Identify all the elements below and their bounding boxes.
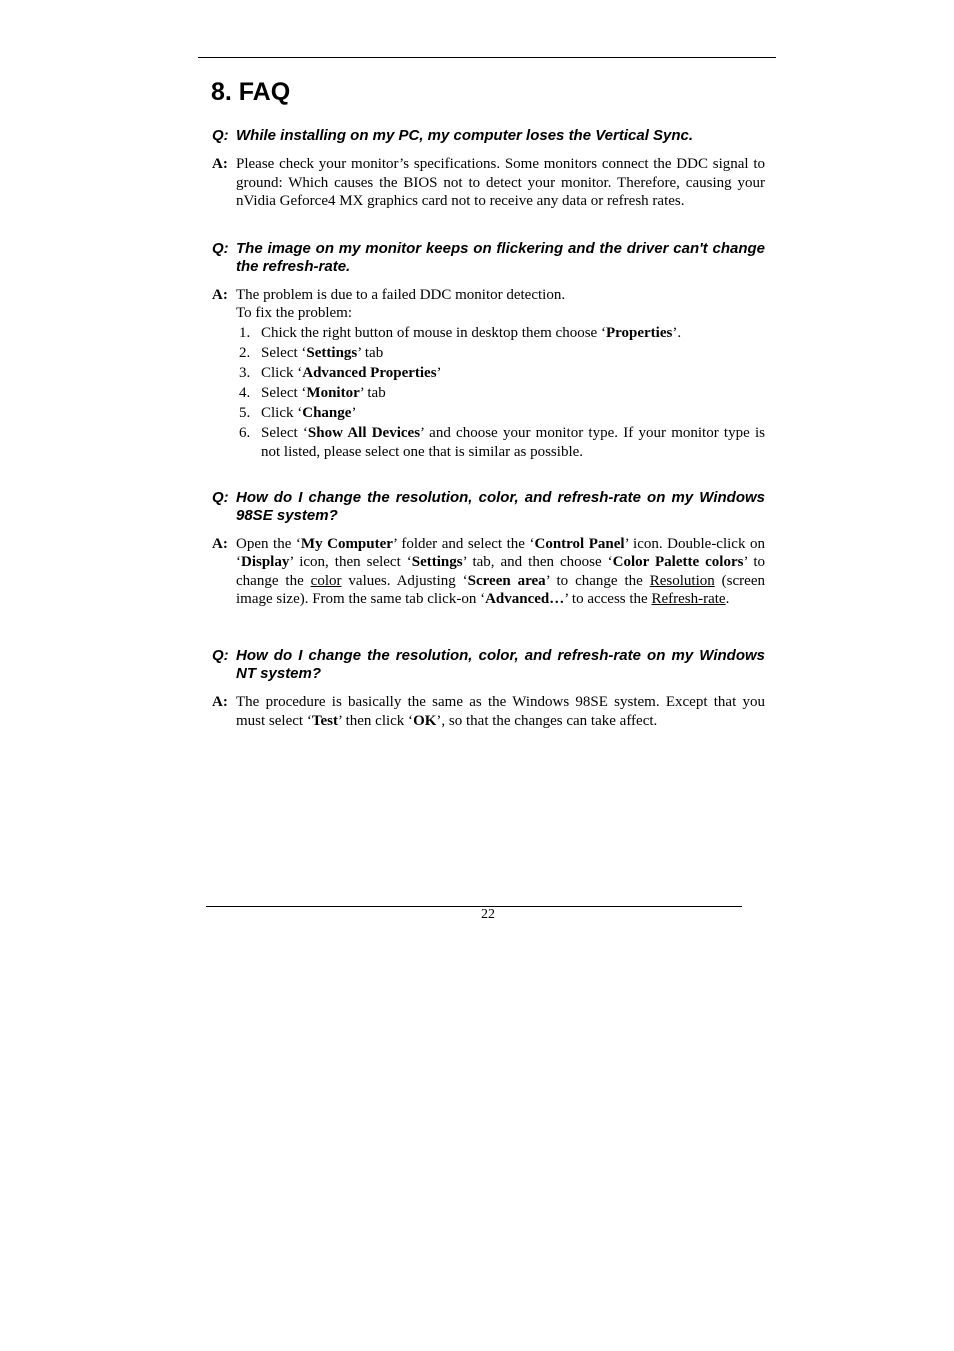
answer-keyword: My Computer [300, 535, 393, 552]
answer-keyword: Display [241, 554, 290, 571]
answer-keyword: Test [311, 712, 338, 729]
answer-keyword: Advanced… [485, 591, 565, 608]
answer-label: A: [212, 535, 228, 552]
answer-underlined-term: Refresh-rate [651, 591, 726, 608]
list-item [236, 404, 765, 423]
list-item [236, 384, 765, 403]
answer-text: ’ tab, and then choose ‘ [462, 554, 613, 571]
step-number: 4. [239, 385, 251, 402]
answer-keyword: Control Panel [534, 535, 625, 552]
answer-text: . [725, 591, 730, 608]
step-number: 1. [239, 324, 251, 341]
answer-label: A: [212, 694, 228, 710]
steps-list [236, 324, 765, 462]
faq-item [212, 240, 765, 462]
answer-text: ’ icon, then select ‘ [289, 554, 412, 571]
step-text: Chick the right button of mouse in desktop them choose ‘ [261, 324, 606, 341]
step-text: ’ [351, 405, 357, 422]
faq-answer [212, 535, 765, 609]
answer-text: To fix the problem: [236, 305, 353, 322]
step-number: 5. [239, 405, 251, 422]
page-title: 8. FAQ [211, 78, 291, 106]
question-label: Q: [212, 647, 229, 664]
faq-content [212, 127, 765, 730]
step-keyword: Change [302, 405, 352, 422]
answer-text: ’ to change the [545, 572, 650, 589]
answer-text: (screen image size). From the same tab click-on ‘ [236, 572, 765, 608]
faq-answer [212, 155, 765, 211]
answer-underlined-term: Resolution [649, 572, 715, 589]
step-text: Click ‘ [261, 365, 303, 382]
step-text: ’ and choose your monitor type. If your monitor type is not listed, please select one that is similar as possible. [261, 425, 765, 461]
step-text: ’ [436, 365, 442, 382]
step-keyword: Advanced Properties [302, 365, 437, 382]
header-rule [198, 57, 776, 58]
question-label: Q: [212, 239, 229, 257]
list-item [236, 344, 765, 363]
answer-text: Open the ‘ [236, 535, 301, 552]
answer-keyword: Settings [411, 554, 463, 571]
step-keyword: Settings [306, 345, 358, 362]
answer-text: The procedure is basically the same as the Windows 98SE system. Except that you must select ‘ [236, 694, 765, 729]
list-item [236, 324, 765, 343]
question-label: Q: [212, 488, 229, 506]
faq-item [212, 127, 765, 211]
list-item [236, 424, 765, 461]
answer-text: ’ to access the [564, 591, 652, 608]
faq-answer [212, 286, 765, 462]
answer-text: values. Adjusting ‘ [341, 572, 468, 589]
answer-text: ’, so that the changes can take affect. [436, 712, 658, 729]
step-number: 2. [239, 345, 251, 362]
step-text: Select ‘ [261, 385, 307, 402]
faq-question [212, 647, 765, 683]
answer-text: ’ to change the [236, 554, 765, 589]
step-text: Click ‘ [261, 405, 303, 422]
faq-answer [212, 693, 765, 730]
step-text: Select ‘ [261, 425, 308, 442]
step-keyword: Monitor [306, 385, 360, 402]
faq-item [212, 489, 765, 609]
step-keyword: Properties [605, 324, 673, 341]
step-text: ’ tab [359, 385, 386, 402]
answer-keyword: OK [413, 712, 437, 729]
step-keyword: Show All Devices [307, 425, 421, 442]
answer-text: The problem is due to a failed DDC monitor detection. [236, 286, 566, 303]
answer-keyword: Color Palette colors [612, 554, 744, 571]
step-number: 3. [239, 365, 251, 382]
page-number: 22 [481, 907, 495, 922]
question-text: How do I change the resolution, color, and refresh-rate on my Windows NT system? [236, 647, 765, 682]
question-text: The image on my monitor keeps on flickering and the driver can't change the refresh-rate. [236, 239, 765, 275]
faq-item [212, 647, 765, 730]
step-text: Select ‘ [261, 345, 307, 362]
answer-text: ’ icon. Double-click on ‘ [236, 535, 766, 571]
step-number: 6. [239, 425, 251, 442]
answer-text: ’ then click ‘ [337, 712, 414, 729]
answer-underlined-term: color [310, 572, 342, 589]
list-item [236, 364, 765, 383]
question-label: Q: [212, 127, 229, 144]
answer-text: ’ folder and select the ‘ [392, 535, 535, 552]
faq-question [212, 489, 765, 525]
answer-label: A: [212, 156, 228, 172]
question-text: While installing on my PC, my computer loses the Vertical Sync. [236, 127, 694, 144]
question-text: How do I change the resolution, color, and refresh-rate on my Windows 98SE system? [236, 488, 765, 524]
step-text: ’ tab [357, 345, 384, 362]
answer-text: Please check your monitor’s specifications. Some monitors connect the DDC signal to ground: Which causes the BIOS not to detect your monitor. Therefore, causing your nVidia Geforce4 MX graphics card not to receive any data or refresh rates. [236, 156, 765, 210]
answer-keyword: Screen area [467, 572, 546, 589]
faq-question [212, 240, 765, 276]
faq-question [212, 127, 765, 145]
step-text: ’. [672, 324, 682, 341]
answer-label: A: [212, 286, 228, 303]
